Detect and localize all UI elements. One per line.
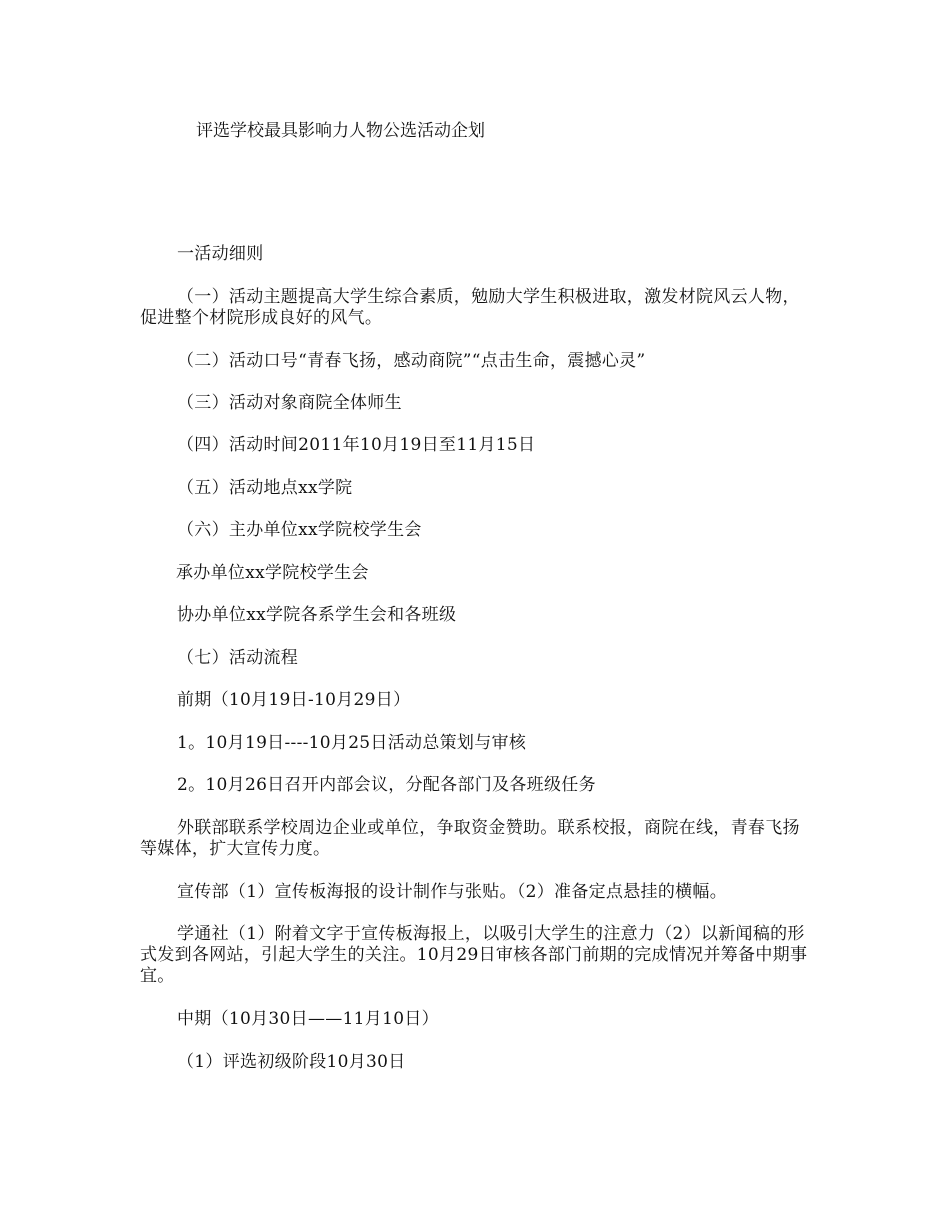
- document-title: 评选学校最具影响力人物公选活动企划: [196, 121, 485, 141]
- paragraph-process: （七）活动流程: [177, 648, 299, 668]
- paragraph-location: （五）活动地点xx学院: [177, 478, 353, 498]
- paragraph-mid-phase: 中期（10月30日——11月10日）: [177, 1009, 439, 1029]
- paragraph-external-dept: 外联部联系学校周边企业或单位，争取资金赞助。联系校报，商院在线，青春飞扬等媒体，扩大宣传力度。: [140, 818, 800, 859]
- paragraph-early-phase: 前期（10月19日-10月29日）: [177, 690, 411, 710]
- paragraph-co-organizer: 协办单位xx学院各系学生会和各班级: [177, 605, 457, 625]
- paragraph-step-1: 1。10月19日----10月25日活动总策划与审核: [177, 733, 527, 753]
- section-heading: 一活动细则: [177, 244, 264, 264]
- paragraph-theme: （一）活动主题提高大学生综合素质，勉励大学生积极进取，激发材院风云人物，促进整个材院形成良好的风气。: [140, 287, 800, 328]
- paragraph-time: （四）活动时间2011年10月19日至11月15日: [177, 435, 536, 455]
- paragraph-audience: （三）活动对象商院全体师生: [177, 393, 402, 413]
- paragraph-organizer: （六）主办单位xx学院校学生会: [177, 520, 422, 540]
- paragraph-slogan: （二）活动口号“青春飞扬，感动商院”“点击生命，震撼心灵”: [177, 351, 646, 371]
- paragraph-step-2: 2。10月26日召开内部会议，分配各部门及各班级任务: [177, 775, 596, 795]
- paragraph-publicity-dept: 宣传部（1）宣传板海报的设计制作与张贴。（2）准备定点悬挂的横幅。: [177, 882, 728, 902]
- paragraph-initial-selection: （1）评选初级阶段10月30日: [177, 1052, 406, 1072]
- paragraph-undertaker: 承办单位xx学院校学生会: [176, 563, 369, 583]
- paragraph-press-club: 学通社（1）附着文字于宣传板海报上，以吸引大学生的注意力（2）以新闻稿的形式发到各网站，引起大学生的关注。10月29日审核各部门前期的完成情况并筹备中期事宜。: [140, 924, 808, 986]
